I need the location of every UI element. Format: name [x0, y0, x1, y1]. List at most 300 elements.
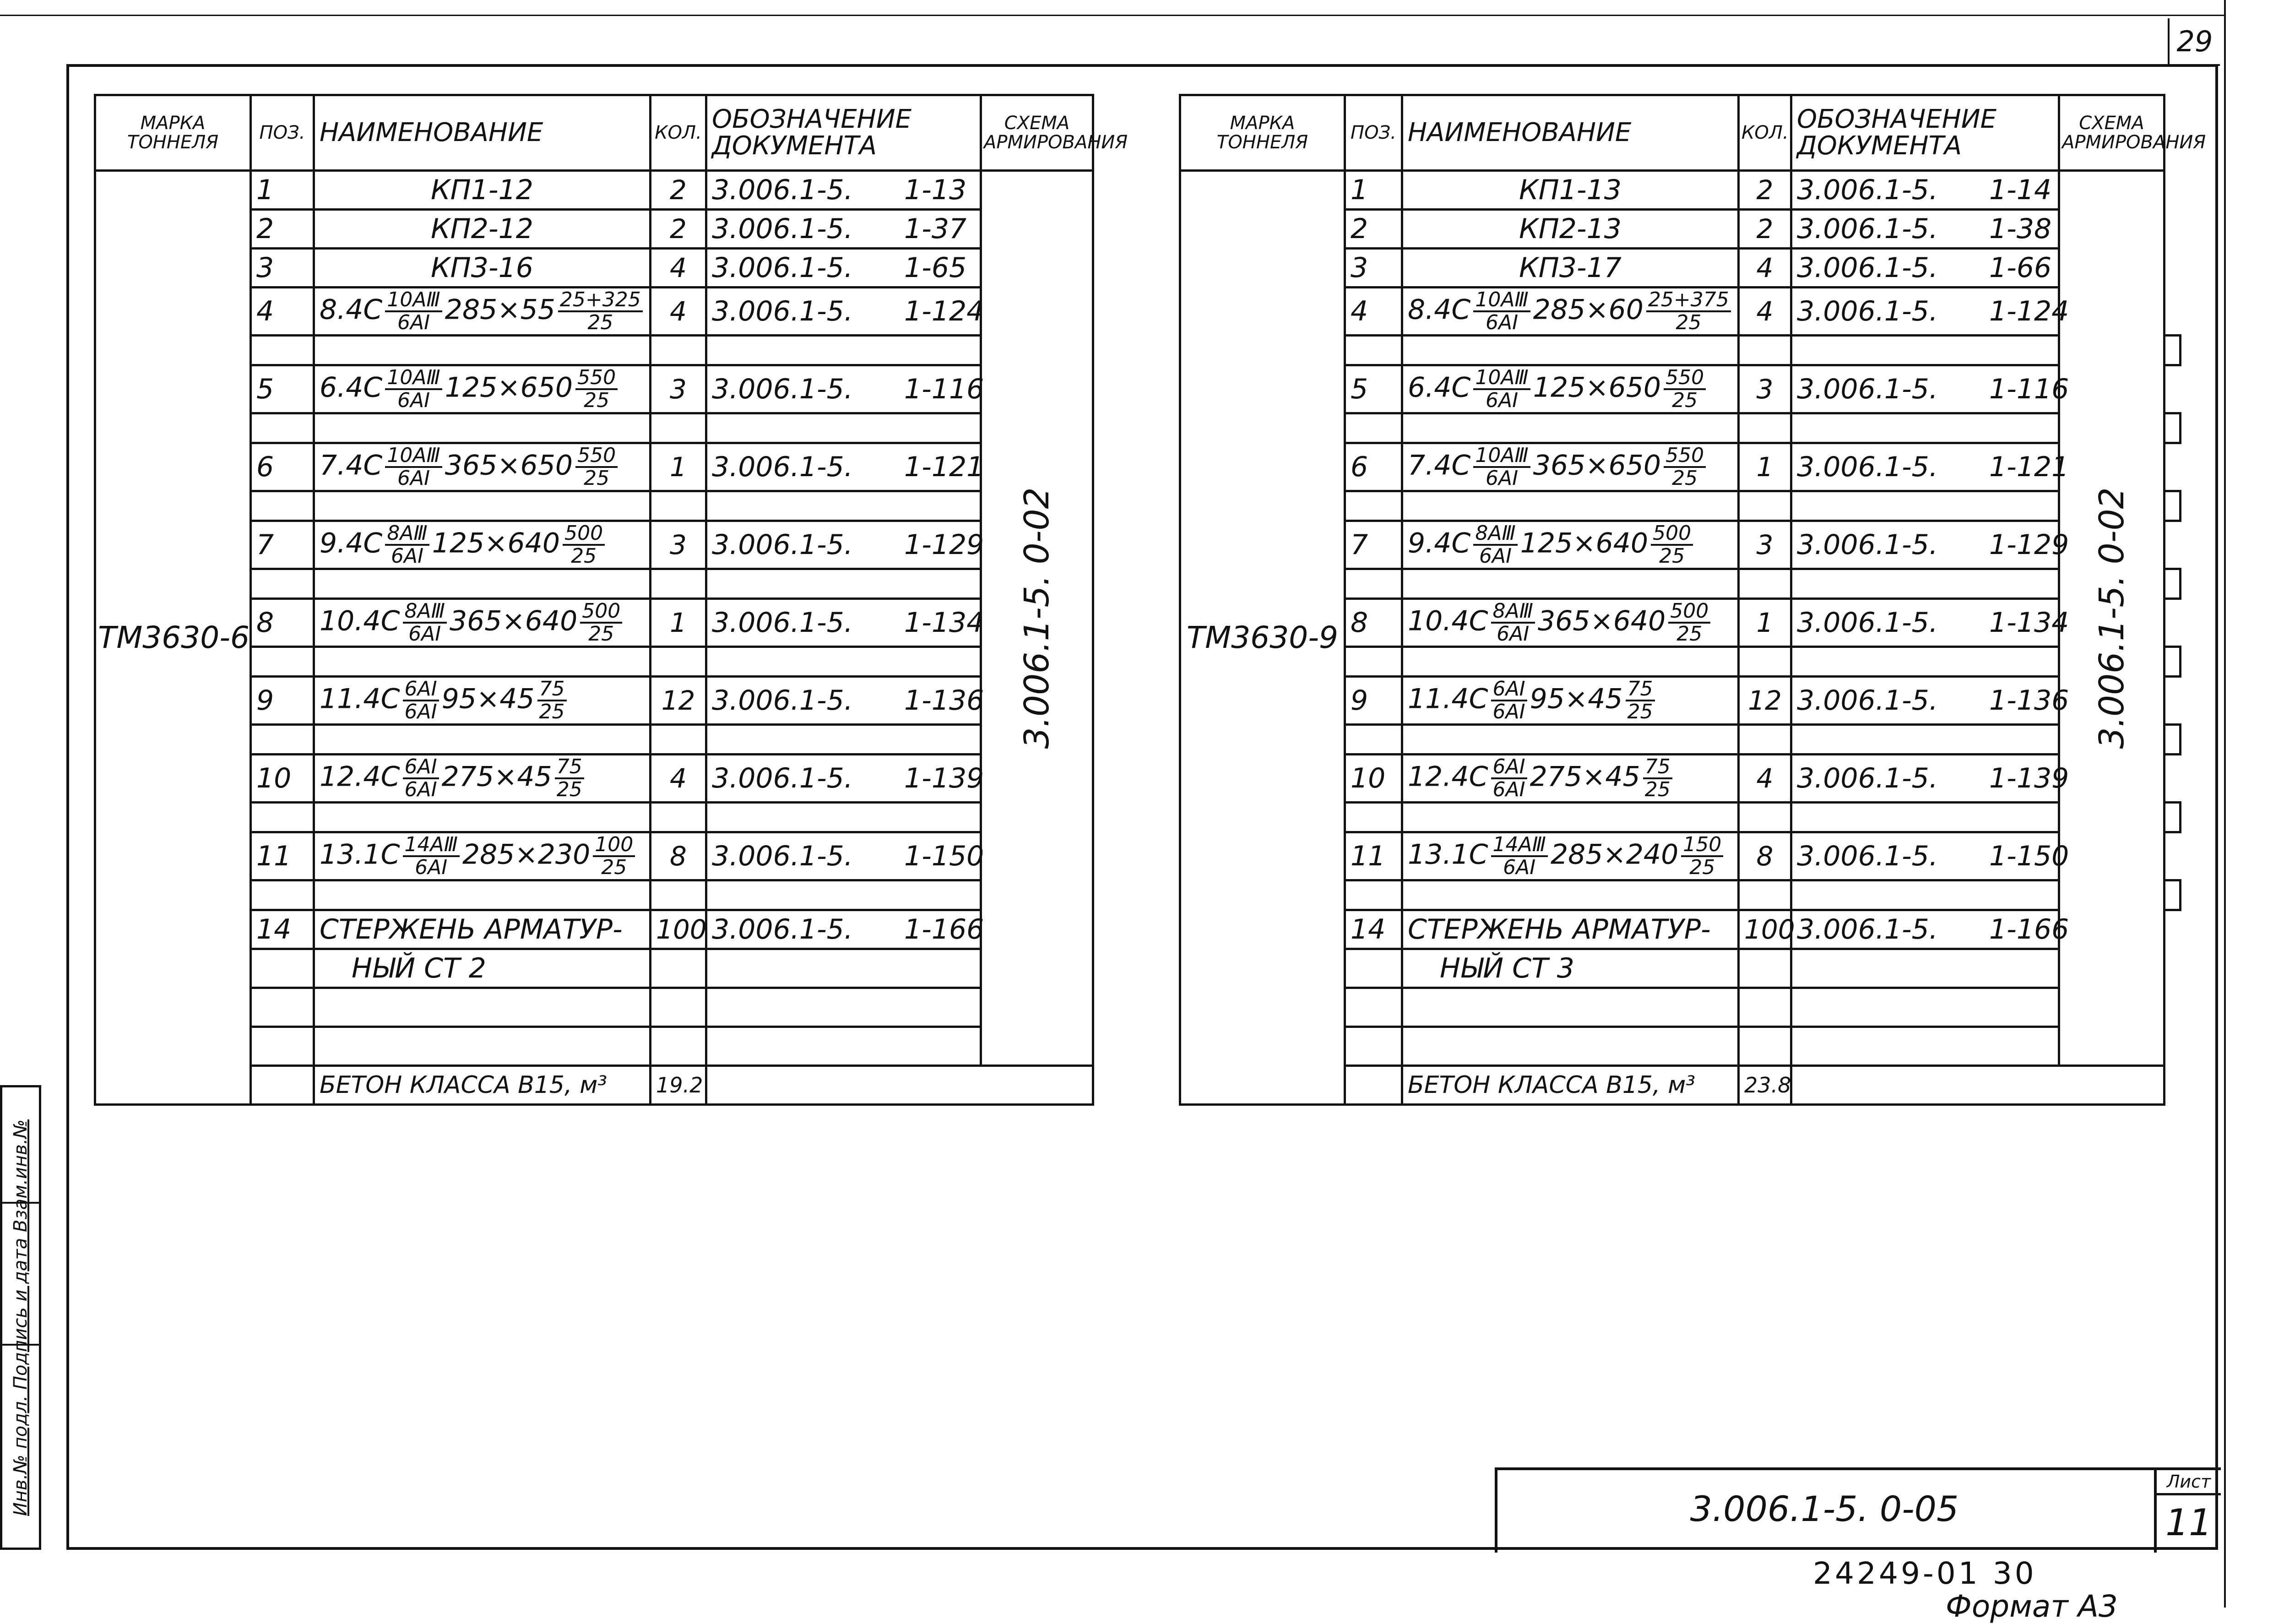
quantity: 8 [1739, 832, 1791, 880]
quantity: 3 [651, 521, 706, 569]
mesh-dimensions: 125×640 [1520, 527, 1649, 559]
spacing-fraction [558, 289, 643, 333]
rebar-fraction [1491, 601, 1535, 645]
item-name-continued: НЫЙ СТ 2 [314, 949, 651, 988]
document-sheet: 1-166 [1989, 913, 2069, 945]
quantity: 1 [651, 443, 706, 491]
document-sheet: 1-166 [904, 913, 984, 945]
empty-cell [2165, 647, 2181, 677]
spacing-fraction [1626, 679, 1655, 722]
empty-cell [651, 1027, 706, 1066]
empty-cell [1791, 880, 2059, 910]
empty-cell [2165, 491, 2181, 521]
rebar-fraction [403, 756, 439, 800]
empty-cell [314, 725, 651, 755]
quantity: 1 [651, 599, 706, 647]
sheet-number-box [2154, 1467, 2221, 1553]
empty-cell [251, 725, 314, 755]
header-qty: КОЛ. [1739, 95, 1791, 171]
document-ref [1791, 171, 2059, 210]
empty-cell [1739, 988, 1791, 1027]
document-ref [706, 210, 981, 249]
rebar-fraction [1473, 523, 1517, 567]
item-name [1402, 755, 1739, 803]
rebar-bottom: 6АⅠ [1486, 311, 1519, 334]
quantity: 2 [1739, 210, 1791, 249]
empty-cell [1402, 725, 1739, 755]
rebar-bottom: 6АⅠ [397, 389, 430, 412]
document-sheet: 1-129 [904, 529, 984, 561]
empty-cell [251, 880, 314, 910]
empty-cell [314, 569, 651, 599]
position-number: 6 [251, 443, 314, 491]
empty-cell [251, 949, 314, 988]
header-name: НАИМЕНОВАНИЕ [1402, 95, 1739, 171]
empty-cell [314, 413, 651, 443]
document-number: 3.006.1-5. [712, 529, 853, 561]
header-doc: ОБОЗНАЧЕНИЕ ДОКУМЕНТА [1791, 95, 2059, 171]
item-name [314, 677, 651, 725]
document-number: 3.006.1-5. [1797, 213, 1938, 245]
position-number: 4 [251, 288, 314, 336]
empty-cell [2165, 569, 2181, 599]
quantity: 12 [651, 677, 706, 725]
document-ref [706, 832, 984, 880]
rebar-top: 8АⅢ [403, 601, 447, 624]
empty-cell [706, 413, 981, 443]
inventory-number: 24249-01 30 [1813, 1556, 2037, 1591]
position-number: 11 [1345, 832, 1402, 880]
rebar-top: 6АⅠ [403, 756, 439, 779]
spacing-bottom: 25 [1676, 311, 1702, 334]
position-number: 10 [1345, 755, 1402, 803]
empty-cell [1345, 413, 1402, 443]
position-number: 1 [251, 171, 314, 210]
rebar-fraction [403, 601, 447, 645]
document-ref [706, 171, 981, 210]
document-ref [706, 755, 984, 803]
document-number: 3.006.1-5. [1797, 451, 1938, 483]
top-border-line [0, 15, 2225, 16]
document-number: 3.006.1-5. [712, 451, 853, 483]
spacing-fraction [555, 756, 584, 800]
mesh-dimensions: 365×650 [1533, 449, 1661, 482]
document-number: 3.006.1-5. [712, 252, 853, 284]
item-name [1402, 365, 1739, 413]
empty-cell [651, 725, 706, 755]
spacing-fraction [537, 679, 567, 722]
document-code: 3.006.1-5. 0-05 [1690, 1488, 1959, 1529]
mesh-dimensions: 125×650 [1533, 371, 1661, 404]
empty-cell [1345, 1066, 1402, 1105]
mesh-code: 13.1С [320, 838, 400, 871]
spacing-fraction [575, 445, 618, 489]
position-number: 3 [251, 249, 314, 288]
empty-cell [1345, 725, 1402, 755]
empty-cell [1402, 413, 1739, 443]
item-name [1402, 288, 1739, 336]
document-ref [1791, 677, 2069, 725]
empty-cell [1345, 647, 1402, 677]
document-number: 3.006.1-5. [1797, 295, 1938, 327]
empty-cell [1345, 988, 1402, 1027]
empty-cell [2165, 803, 2181, 832]
empty-cell [251, 413, 314, 443]
spacing-bottom: 25 [1676, 622, 1703, 646]
spacing-top: 25+325 [558, 289, 643, 312]
empty-cell [706, 1027, 981, 1066]
document-ref [1791, 365, 2069, 413]
item-name: СТЕРЖЕНЬ АРМАТУР- [1402, 910, 1739, 949]
empty-cell [314, 988, 651, 1027]
empty-cell [251, 803, 314, 832]
document-ref [706, 521, 984, 569]
spacing-top: 150 [1681, 834, 1723, 857]
spacing-fraction [1664, 367, 1706, 411]
item-name [314, 288, 651, 336]
rebar-fraction [1473, 445, 1530, 489]
empty-cell [1739, 491, 1791, 521]
empty-cell [1791, 1027, 2059, 1066]
quantity: 4 [1739, 288, 1791, 336]
spacing-fraction [1643, 756, 1672, 800]
document-ref [1791, 210, 2059, 249]
empty-cell [2165, 880, 2181, 910]
concrete-volume: 19.2 [651, 1066, 706, 1105]
quantity: 4 [651, 755, 706, 803]
reinforcement-scheme [2059, 171, 2165, 1066]
position-number: 8 [251, 599, 314, 647]
document-sheet: 1-136 [1989, 684, 2069, 717]
concrete-volume: 23.8 [1739, 1066, 1791, 1105]
rebar-top: 10АⅢ [1473, 289, 1530, 312]
mesh-dimensions: 285×55 [445, 293, 555, 326]
quantity: 1 [1739, 599, 1791, 647]
spacing-fraction [1646, 289, 1731, 333]
document-number: 3.006.1-5. [1797, 174, 1938, 206]
quantity: 1 [1739, 443, 1791, 491]
header-scheme: СХЕМА АРМИРОВАНИЯ [2059, 95, 2165, 171]
empty-cell [251, 491, 314, 521]
document-ref [706, 910, 984, 949]
spacing-bottom: 25 [556, 778, 582, 801]
document-ref [1791, 832, 2069, 880]
empty-cell [1345, 491, 1402, 521]
document-number: 3.006.1-5. [712, 840, 853, 872]
spacing-top: 500 [580, 601, 622, 624]
document-number: 3.006.1-5. [1797, 840, 1938, 872]
empty-cell [1791, 1066, 2165, 1105]
empty-cell [1345, 949, 1402, 988]
empty-cell [314, 491, 651, 521]
empty-cell [1739, 569, 1791, 599]
document-number: 3.006.1-5. [1797, 529, 1938, 561]
quantity: 4 [1739, 249, 1791, 288]
spacing-bottom: 25 [588, 622, 614, 646]
item-name: КП3-16 [314, 249, 651, 288]
side-approval-strip [0, 1085, 41, 1550]
empty-cell [2165, 413, 2181, 443]
document-number: 3.006.1-5. [712, 213, 853, 245]
position-number: 7 [1345, 521, 1402, 569]
position-number: 6 [1345, 443, 1402, 491]
rebar-top: 14АⅢ [403, 834, 460, 857]
side-strip-label: Инв.№ подл. Подпись и дата Взам.инв.№ [10, 1119, 31, 1516]
spacing-fraction [580, 601, 622, 645]
spec-table-left [94, 94, 1128, 1106]
spacing-fraction [1681, 834, 1723, 878]
item-name [1402, 521, 1739, 569]
empty-cell [1791, 949, 2059, 988]
empty-cell [706, 491, 981, 521]
rebar-top: 6АⅠ [403, 679, 439, 701]
document-number: 3.006.1-5. [712, 607, 853, 639]
position-number: 4 [1345, 288, 1402, 336]
item-name [314, 832, 651, 880]
spacing-bottom: 25 [1644, 778, 1671, 801]
header-pos: ПОЗ. [1345, 95, 1402, 171]
item-name: КП3-17 [1402, 249, 1739, 288]
item-name [1402, 832, 1739, 880]
document-ref [706, 677, 984, 725]
empty-cell [1739, 803, 1791, 832]
header-mark: МАРКА ТОННЕЛЯ [1180, 95, 1345, 171]
quantity: 2 [651, 210, 706, 249]
mesh-dimensions: 365×640 [1537, 605, 1666, 637]
empty-cell [706, 880, 981, 910]
empty-cell [1345, 336, 1402, 365]
empty-cell [651, 569, 706, 599]
rebar-fraction [385, 445, 442, 489]
rebar-fraction [1473, 289, 1530, 333]
item-name: КП1-12 [314, 171, 651, 210]
empty-cell [1791, 336, 2059, 365]
spacing-top: 75 [555, 756, 584, 779]
empty-cell [1345, 569, 1402, 599]
empty-cell [2165, 336, 2181, 365]
empty-cell [1402, 491, 1739, 521]
format-label: Формат А3 [1946, 1589, 2118, 1624]
spacing-bottom: 25 [1627, 700, 1653, 723]
document-sheet: 1-37 [904, 213, 967, 245]
document-ref [706, 443, 984, 491]
mesh-code: 9.4С [1408, 527, 1471, 559]
rebar-top: 10АⅢ [385, 445, 442, 468]
item-name [314, 755, 651, 803]
position-number: 11 [251, 832, 314, 880]
rebar-bottom: 6АⅠ [404, 700, 437, 723]
spacing-top: 500 [1651, 523, 1693, 546]
document-ref [1791, 910, 2069, 949]
empty-cell [314, 880, 651, 910]
document-ref [706, 288, 984, 336]
rebar-bottom: 6АⅠ [1486, 467, 1519, 490]
document-ref [706, 249, 981, 288]
mesh-code: 6.4С [320, 371, 383, 404]
rebar-fraction [385, 289, 442, 333]
quantity: 8 [651, 832, 706, 880]
position-number: 14 [1345, 910, 1402, 949]
rebar-fraction [1491, 756, 1527, 800]
rebar-top: 6АⅠ [1491, 756, 1527, 779]
empty-cell [1402, 569, 1739, 599]
empty-cell [251, 647, 314, 677]
spacing-fraction [1664, 445, 1706, 489]
mesh-dimensions: 125×650 [445, 371, 573, 404]
document-ref [1791, 755, 2069, 803]
document-number: 3.006.1-5. [712, 913, 853, 945]
item-name [1402, 677, 1739, 725]
empty-cell [1791, 569, 2059, 599]
scheme-code: 3.006.1-5. 0-02 [1017, 487, 1057, 749]
document-number: 3.006.1-5. [712, 684, 853, 717]
spacing-bottom: 25 [601, 856, 627, 879]
position-number: 1 [1345, 171, 1402, 210]
empty-cell [251, 569, 314, 599]
item-name: КП2-13 [1402, 210, 1739, 249]
empty-cell [651, 949, 706, 988]
mesh-dimensions: 285×230 [462, 838, 591, 871]
rebar-top: 8АⅢ [1491, 601, 1535, 624]
quantity: 4 [651, 288, 706, 336]
empty-cell [1791, 647, 2059, 677]
rebar-top: 10АⅢ [1473, 445, 1530, 468]
empty-cell [251, 1066, 314, 1105]
rebar-top: 10АⅢ [385, 367, 442, 390]
empty-cell [1345, 803, 1402, 832]
empty-cell [1739, 1027, 1791, 1066]
header-doc: ОБОЗНАЧЕНИЕ ДОКУМЕНТА [706, 95, 981, 171]
quantity: 3 [651, 365, 706, 413]
table-row [1180, 171, 2181, 210]
spacing-bottom: 25 [571, 544, 597, 568]
empty-cell [1402, 336, 1739, 365]
mesh-code: 7.4С [1408, 449, 1471, 482]
document-sheet: 1-66 [1989, 252, 2052, 284]
spacing-bottom: 25 [1672, 389, 1698, 412]
document-ref [1791, 249, 2059, 288]
rebar-top: 10АⅢ [385, 289, 442, 312]
document-ref [1791, 521, 2069, 569]
document-number: 3.006.1-5. [1797, 373, 1938, 405]
item-name [314, 365, 651, 413]
mesh-dimensions: 95×45 [441, 683, 535, 715]
spacing-top: 100 [593, 834, 635, 857]
quantity: 2 [651, 171, 706, 210]
header-qty: КОЛ. [651, 95, 706, 171]
rebar-fraction [1473, 367, 1530, 411]
document-number: 3.006.1-5. [712, 174, 853, 206]
document-number: 3.006.1-5. [1797, 607, 1938, 639]
header-row [1180, 95, 2181, 171]
mesh-dimensions: 285×240 [1550, 838, 1679, 871]
quantity: 4 [651, 249, 706, 288]
empty-cell [314, 803, 651, 832]
item-name [1402, 599, 1739, 647]
rebar-bottom: 6АⅠ [397, 467, 430, 490]
rebar-fraction [385, 367, 442, 411]
empty-cell [651, 647, 706, 677]
empty-cell [2165, 725, 2181, 755]
tunnel-mark: ТМ3630-9 [1180, 171, 1345, 1105]
document-number: 3.006.1-5. [1797, 252, 1938, 284]
spacing-bottom: 25 [1689, 856, 1715, 879]
position-number: 8 [1345, 599, 1402, 647]
spec-table-right [1179, 94, 2206, 1106]
item-name [314, 521, 651, 569]
rebar-fraction [403, 679, 439, 722]
item-name-continued: НЫЙ СТ 3 [1402, 949, 1739, 988]
tunnel-mark: ТМ3630-6 [95, 171, 251, 1105]
document-number: 3.006.1-5. [712, 762, 853, 794]
mesh-dimensions: 285×60 [1533, 293, 1644, 326]
empty-cell [1791, 988, 2059, 1027]
rebar-bottom: 6АⅠ [1503, 856, 1536, 879]
empty-cell [314, 647, 651, 677]
spacing-top: 550 [575, 445, 618, 468]
spacing-fraction [1668, 601, 1710, 645]
rebar-bottom: 6АⅠ [1497, 622, 1530, 646]
empty-cell [251, 1027, 314, 1066]
empty-cell [706, 988, 981, 1027]
reinforcement-scheme [981, 171, 1093, 1066]
mesh-code: 13.1С [1408, 838, 1488, 871]
document-ref [1791, 288, 2069, 336]
document-sheet: 1-150 [904, 840, 984, 872]
document-sheet: 1-134 [904, 607, 984, 639]
mesh-code: 7.4С [320, 449, 383, 482]
position-number: 5 [251, 365, 314, 413]
rebar-bottom: 6АⅠ [1486, 389, 1519, 412]
scheme-code: 3.006.1-5. 0-02 [2092, 487, 2132, 749]
rebar-bottom: 6АⅠ [1479, 544, 1512, 568]
item-name: СТЕРЖЕНЬ АРМАТУР- [314, 910, 651, 949]
item-name [1402, 443, 1739, 491]
document-sheet: 1-136 [904, 684, 984, 717]
position-number: 5 [1345, 365, 1402, 413]
mesh-code: 10.4С [1408, 605, 1488, 637]
rebar-top: 8АⅢ [1473, 523, 1517, 546]
position-number: 10 [251, 755, 314, 803]
rebar-bottom: 6АⅠ [397, 311, 430, 334]
document-sheet: 1-38 [1989, 213, 2052, 245]
rebar-fraction [385, 523, 429, 567]
document-ref [1791, 443, 2069, 491]
document-sheet: 1-14 [1989, 174, 2052, 206]
header-pos: ПОЗ. [251, 95, 314, 171]
quantity: 100 [1739, 910, 1791, 949]
document-sheet: 1-134 [1989, 607, 2069, 639]
mesh-dimensions: 125×640 [432, 527, 560, 559]
empty-cell [1402, 988, 1739, 1027]
spacing-bottom: 25 [1659, 544, 1685, 568]
mesh-code: 8.4С [1408, 293, 1471, 326]
rebar-top: 14АⅢ [1491, 834, 1548, 857]
empty-cell [706, 949, 981, 988]
document-ref [706, 599, 984, 647]
mesh-code: 8.4С [320, 293, 383, 326]
header-scheme: СХЕМА АРМИРОВАНИЯ [981, 95, 1093, 171]
spacing-bottom: 25 [584, 389, 610, 412]
spacing-top: 550 [575, 367, 618, 390]
rebar-fraction [1491, 834, 1548, 878]
rebar-top: 10АⅢ [1473, 367, 1530, 390]
item-name [314, 443, 651, 491]
spacing-fraction [563, 523, 605, 567]
empty-cell [1402, 1027, 1739, 1066]
position-number: 2 [251, 210, 314, 249]
spacing-bottom: 25 [584, 467, 610, 490]
